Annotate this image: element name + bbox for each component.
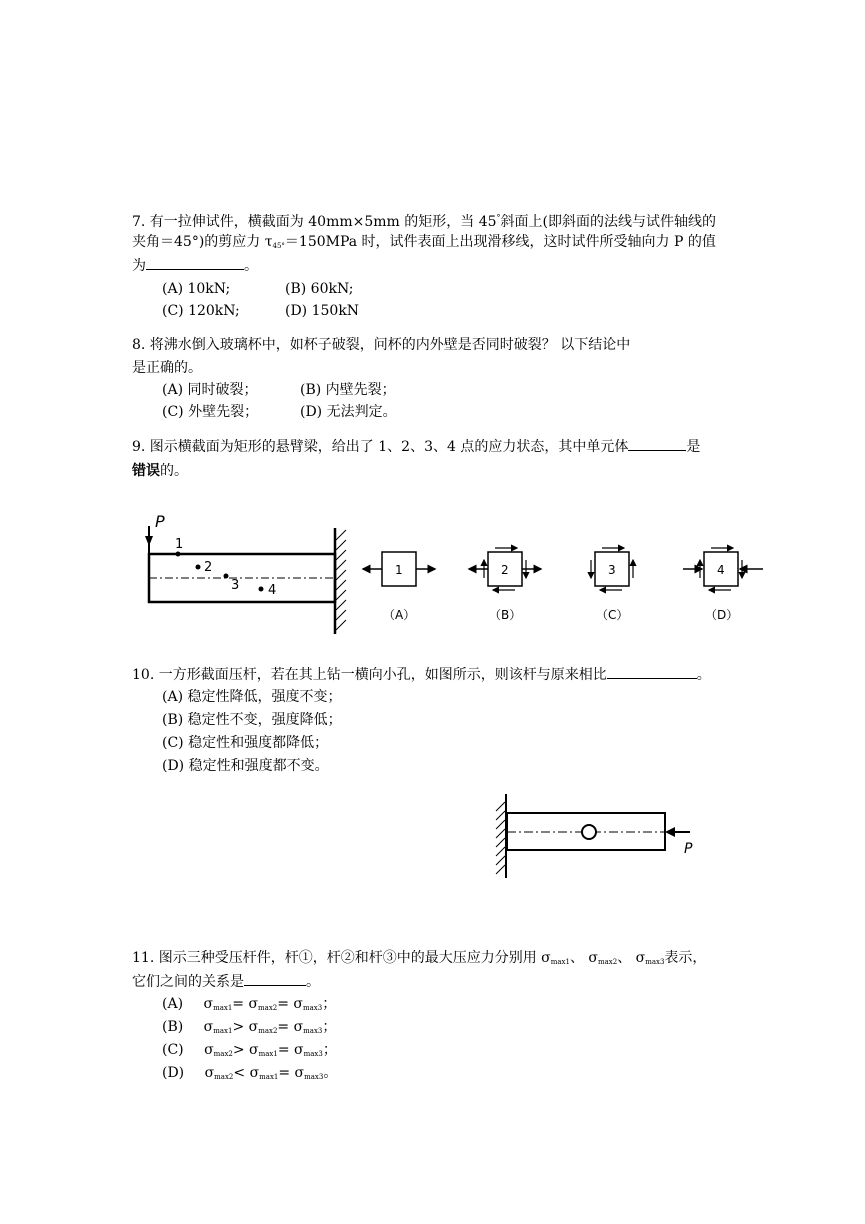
load-label-p: P xyxy=(684,841,693,857)
option-label: (D) xyxy=(162,1065,185,1081)
q7-text: 斜面上(即斜面的法线与试件轴线的 xyxy=(500,214,716,230)
answer-blank[interactable] xyxy=(146,255,244,270)
q11-text: 11. 图示三种受压杆件，杆①，杆②和杆③中的最大压应力分别用 σ xyxy=(132,950,551,966)
q9-figure xyxy=(135,508,775,636)
q8-option-a: (A) 同时破裂； xyxy=(162,382,258,398)
answer-blank[interactable] xyxy=(628,436,686,451)
q11-option-d xyxy=(162,1062,337,1088)
element-label-4: 4 xyxy=(717,563,725,577)
relation: = σ xyxy=(232,996,259,1012)
relation: = σ xyxy=(277,1019,304,1035)
point-2 xyxy=(196,565,201,570)
choice-label-a: （A） xyxy=(383,608,416,622)
q9-emphasis: 错误 xyxy=(132,463,160,479)
q7-line-1 xyxy=(132,207,737,233)
q7-text: 夹角＝45°)的剪应力 τ xyxy=(132,234,273,250)
q7-option-c: (C) 120kN; xyxy=(162,303,240,319)
load-label-p: P xyxy=(155,512,165,531)
punctuation: ； xyxy=(322,1042,337,1058)
q11-line-1 xyxy=(132,947,737,973)
sigma: σ xyxy=(204,1042,214,1058)
answer-blank[interactable] xyxy=(244,971,306,986)
element-label-3: 3 xyxy=(608,563,616,577)
sigma: σ xyxy=(204,1065,215,1081)
sigma-subscript: max2 xyxy=(258,1004,278,1012)
relation: > σ xyxy=(232,1042,259,1058)
element-label-2: 2 xyxy=(501,563,509,577)
relation: = σ xyxy=(277,1042,304,1058)
q11-text: 表示， xyxy=(664,950,707,966)
sigma-subscript: max3 xyxy=(303,1027,323,1035)
drilled-hole xyxy=(582,825,596,839)
q7-option-b: (B) 60kN; xyxy=(285,281,354,297)
punctuation: ； xyxy=(322,1019,337,1035)
q8-option-b: (B) 内壁先裂； xyxy=(300,382,396,398)
q11-text: 、 σ xyxy=(617,950,646,966)
relation: > σ xyxy=(232,1019,259,1035)
choice-label-d: （D） xyxy=(705,608,739,622)
point-1 xyxy=(176,552,181,557)
sigma-subscript: max2 xyxy=(213,1050,233,1058)
q9-text: 的。 xyxy=(160,463,188,479)
point-label-2: 2 xyxy=(204,560,213,575)
sigma-subscript: max3 xyxy=(645,958,665,966)
q7-text: 。 xyxy=(244,258,258,274)
q11-text: 、 σ xyxy=(569,950,598,966)
q10-option-d: (D) 稳定性和强度都不变。 xyxy=(162,758,329,774)
q10-figure xyxy=(492,790,712,882)
q8-line-1: 8. 将沸水倒入玻璃杯中，如杯子破裂，问杯的内外壁是否同时破裂？ 以下结论中 xyxy=(132,337,631,353)
sigma-subscript: max3 xyxy=(303,1004,323,1012)
q11-text: 它们之间的关系是 xyxy=(132,974,244,990)
compression-bar xyxy=(496,794,690,878)
sigma-subscript: max1 xyxy=(213,1027,233,1035)
sigma-subscript: max1 xyxy=(258,1050,278,1058)
q7-text: 7. 有一拉伸试件，横截面为 40mm×5mm 的矩形，当 45 xyxy=(132,214,497,230)
tau-subscript: 45° xyxy=(272,242,285,250)
point-label-3: 3 xyxy=(231,578,240,593)
sigma: σ xyxy=(203,996,214,1012)
sigma: σ xyxy=(203,1019,214,1035)
q8-line-2: 是正确的。 xyxy=(132,360,202,376)
relation: < σ xyxy=(233,1065,260,1081)
point-label-4: 4 xyxy=(268,583,277,598)
q7-line-3 xyxy=(132,255,737,277)
relation: = σ xyxy=(277,996,303,1012)
q7-option-d: (D) 150kN xyxy=(285,303,360,319)
choice-label-b: （B） xyxy=(489,608,522,622)
q9-text: 9. 图示横截面为矩形的悬臂梁，给出了 1、2、3、4 点的应力状态，其中单元体 xyxy=(132,439,629,455)
sigma-subscript: max1 xyxy=(259,1073,279,1081)
q11-text: 。 xyxy=(306,974,320,990)
q8-option-d: (D) 无法判定。 xyxy=(300,404,397,420)
degree-sign: ° xyxy=(496,213,501,222)
q7-line-2 xyxy=(132,231,737,257)
point-label-1: 1 xyxy=(175,537,184,552)
punctuation: ； xyxy=(322,996,337,1012)
q9-text: 是 xyxy=(686,439,701,455)
option-label: (A) xyxy=(162,996,184,1012)
q10-option-a: (A) 稳定性降低，强度不变； xyxy=(162,689,342,705)
q10-text: 。 xyxy=(696,667,711,683)
punctuation: 。 xyxy=(323,1065,338,1081)
q7-text: ＝150MPa 时，试件表面上出现滑移线，这时试件所受轴向力 P 的值 xyxy=(284,234,716,250)
sigma-subscript: max3 xyxy=(304,1073,324,1081)
sigma-subscript: max2 xyxy=(597,958,618,966)
q7-option-a: (A) 10kN; xyxy=(162,281,231,297)
q9-line-2 xyxy=(132,460,737,482)
sigma-subscript: max1 xyxy=(550,958,570,966)
q7-text: 为 xyxy=(132,258,146,274)
point-4 xyxy=(259,587,264,592)
choice-label-c: （C） xyxy=(596,608,629,622)
sigma-subscript: max1 xyxy=(213,1004,233,1012)
sigma-subscript: max2 xyxy=(258,1027,278,1035)
q10-option-c: (C) 稳定性和强度都降低； xyxy=(162,735,329,751)
q10-line-1 xyxy=(132,664,737,686)
q10-text: 10. 一方形截面压杆，若在其上钻一横向小孔，如图所示，则该杆与原来相比 xyxy=(132,667,607,683)
sigma-subscript: max3 xyxy=(303,1050,323,1058)
q11-line-2 xyxy=(132,971,737,993)
q10-option-b: (B) 稳定性不变，强度降低； xyxy=(162,712,342,728)
relation: = σ xyxy=(278,1065,305,1081)
option-label: (C) xyxy=(162,1042,184,1058)
sigma-subscript: max2 xyxy=(214,1073,234,1081)
option-label: (B) xyxy=(162,1019,184,1035)
element-label-1: 1 xyxy=(395,563,403,577)
answer-blank[interactable] xyxy=(607,664,697,679)
q8-option-c: (C) 外壁先裂； xyxy=(162,404,259,420)
q9-line-1 xyxy=(132,436,737,458)
point-3 xyxy=(224,574,229,579)
